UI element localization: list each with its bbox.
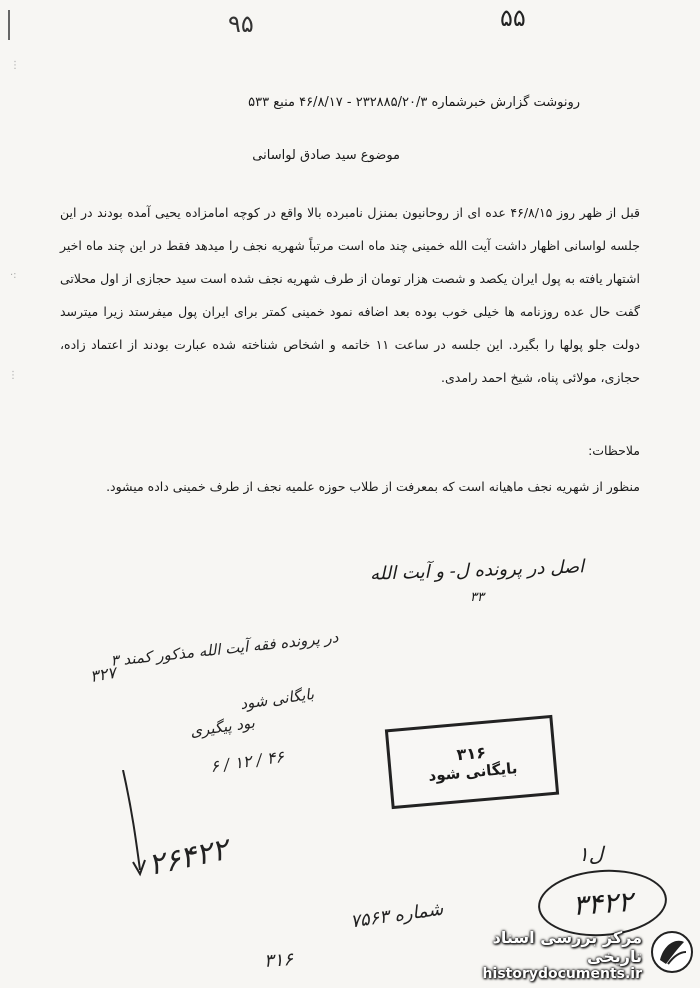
archive-stamp [385,715,559,809]
stamp-text: بایگانی شود [427,758,519,785]
margin-specks-2: ⋮ [8,370,18,381]
stamp-number: ۳۱۶ [455,742,487,764]
watermark-logo-icon [650,930,694,974]
report-body: قبل از ظهر روز ۴۶/۸/۱۵ عده ای از روحانیون بمنزل نامبرده بالا واقع در کوچه امامزاده یحیی آمده بودند در این جلسه لواسانی اظهار داشت آیت الله خمینی چند ماه است مرتباً شهریه نجف را میدهد فقط در این چند ماه اخیر اشتهار یافته به پول ایران یکصد و شصت هزار تومان از طرف شهریه نجف شده است سید حجازی از اول محلاتی گفت حال عده روزنامه ها خیلی خوب بوده بعد اضافه نمود خمینی کمتر برای ایران پول میفرستد زیرا میترسد دولت جلو پولها را بگیرد. این جلسه در ساعت ۱۱ خاتمه و اشخاص شناخته شده عبارت بودند از اعتماد زاده، حجازی، مولائی پناه، شیخ احمد رامدی. [60,205,640,385]
handwritten-registration: شماره ۷۵۶۳ [348,898,445,933]
top-number-mark-right: ۵۵ [500,4,526,32]
margin-specks: ⋮ [10,60,20,71]
handwritten-bottom-number: ۳۱۶ [263,949,294,972]
oval-stamp-number: ۳۴۲۲ [536,866,669,941]
scan-edge-mark [8,10,10,40]
report-subject: موضوع سید صادق لواسانی [252,148,400,163]
handwritten-arrow-number: ۲۶۴۲۲ [145,832,232,883]
margin-specks-3: ·: [10,270,17,281]
remarks-heading: ملاحظات: [588,443,640,458]
watermark-title: مرکز بررسی اسناد تاریخی [492,928,642,966]
handwritten-note-left: در پرونده فقه آیت الله مذکور کمند ۳ [109,628,340,670]
handwritten-note-archive: بایگانی شود [239,684,316,714]
watermark-url: historydocuments.ir [482,966,642,982]
handwritten-number-left: ۳۲۷ [88,662,118,687]
remarks-text: منظور از شهریه نجف ماهیانه است که بمعرفت از طلاب حوزه علمیه نجف از طرف خمینی داده میشود. [106,479,640,494]
watermark [440,928,690,980]
report-header: رونوشت گزارش خبرشماره ۲۳۲۸۸۵/۲۰/۳ - ۴۶/۸/۱۷ منبع ۵۳۳ [248,95,580,110]
handwritten-date: ۶ / ۱۲ / ۴۶ [209,746,286,777]
handwritten-top-right: ۱ل [578,842,604,866]
top-number-mark: ۹۵ [228,10,254,38]
signature-number: ۳۳ [470,590,484,605]
handwritten-note-followup: بود پیگیری [189,713,256,741]
typed-signature: اصل در پرونده ل- و آیت الله [369,556,585,585]
